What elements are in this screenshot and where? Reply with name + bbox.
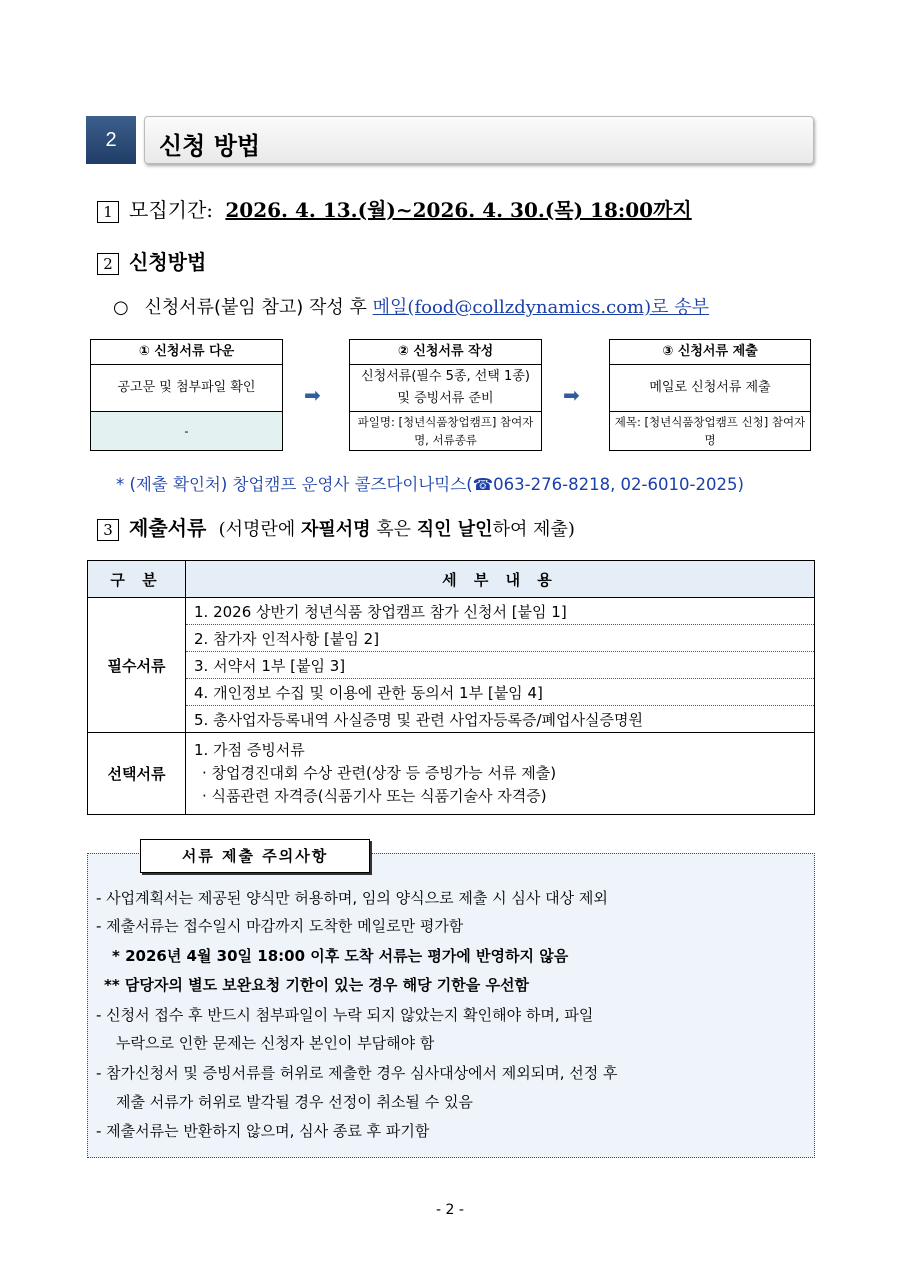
- documents-note: (서명란에 자필서명 혹은 직인 날인하여 제출): [218, 519, 575, 540]
- table-row: 1. 2026 상반기 청년식품 창업캠프 참가 신청서 [붙임 1]: [186, 598, 815, 625]
- table-row: 3. 서약서 1부 [붙임 3]: [186, 652, 815, 679]
- documents-table: [87, 560, 815, 815]
- optional-label: 선택서류: [88, 733, 186, 815]
- section-title: 신청 방법: [159, 132, 261, 160]
- flow-step-main: 공고문 및 첨부파일 확인: [91, 365, 282, 412]
- apply-line-text: 신청서류(붙임 참고) 작성 후: [144, 297, 373, 318]
- section-number: 2: [86, 116, 136, 164]
- flow-step-1: [90, 339, 283, 451]
- notice-line: - 신청서 접수 후 반드시 첨부파일이 누락 되지 않았는지 확인해야 하며, 파일: [96, 1006, 594, 1024]
- apply-line: [113, 293, 709, 319]
- table-header: 세 부 내 용: [186, 561, 815, 598]
- table-header: 구 분: [88, 561, 186, 598]
- notice-title: 서류 제출 주의사항: [140, 839, 370, 873]
- flow-step-title: ② 신청서류 작성: [350, 340, 541, 365]
- page-number: - 2 -: [436, 1202, 464, 1218]
- table-row: 5. 총사업자등록내역 사실증명 및 관련 사업자등록증/폐업사실증명원: [186, 706, 815, 733]
- arrow-right-icon: ➡: [304, 383, 321, 407]
- bullet-circle: ○: [113, 297, 129, 318]
- documents-label: 제출서류: [129, 516, 207, 540]
- optional-item: · 식품관련 자격증(식품기사 또는 식품기술사 자격증): [202, 787, 547, 805]
- item-number-box: 1: [97, 201, 119, 223]
- notice-line: ** 담당자의 별도 보완요청 기한이 있는 경우 해당 기한을 우선함: [104, 976, 529, 994]
- flow-step-foot: 제목: [청년식품창업캠프 신청] 참여자명: [610, 412, 810, 450]
- recruit-period-label: 모집기간:: [129, 198, 214, 222]
- flow-step-foot: 파일명: [청년식품창업캠프] 참여자명, 서류종류: [350, 412, 541, 450]
- contact-line: * (제출 확인처) 창업캠프 운영사 콜즈다이나믹스(☎063-276-8218, 02-6010-2025): [116, 475, 744, 494]
- item-number-box: 2: [97, 253, 119, 275]
- flow-step-2: [349, 339, 542, 451]
- optional-item: 1. 가점 증빙서류: [194, 741, 305, 759]
- email-link[interactable]: 메일(food@collzdynamics.com)로 송부: [372, 297, 710, 318]
- table-row: 2. 참가자 인적사항 [붙임 2]: [186, 625, 815, 652]
- arrow-right-icon: ➡: [563, 383, 580, 407]
- table-row: 4. 개인정보 수집 및 이용에 관한 동의서 1부 [붙임 4]: [186, 679, 815, 706]
- notice-line: 제출 서류가 허위로 발각될 경우 선정이 취소될 수 있음: [116, 1093, 473, 1111]
- flow-step-foot: -: [91, 412, 282, 450]
- notice-line: - 제출서류는 반환하지 않으며, 심사 종료 후 파기함: [96, 1122, 430, 1140]
- flow-step-main: 신청서류(필수 5종, 선택 1종) 및 증빙서류 준비: [350, 365, 541, 412]
- notice-line: - 사업계획서는 제공된 양식만 허용하며, 임의 양식으로 제출 시 심사 대상 제외: [96, 889, 608, 907]
- flow-step-main: 메일로 신청서류 제출: [610, 365, 810, 412]
- apply-method-row: [97, 246, 206, 275]
- flow-step-title: ① 신청서류 다운: [91, 340, 282, 365]
- notice-line: 누락으로 인한 문제는 신청자 본인이 부담해야 함: [116, 1034, 435, 1052]
- table-row: [186, 733, 815, 815]
- item-number-box: 3: [97, 519, 119, 541]
- documents-row: [97, 512, 575, 541]
- apply-method-label: 신청방법: [129, 250, 207, 274]
- flow-step-title: ③ 신청서류 제출: [610, 340, 810, 365]
- flow-step-3: [609, 339, 811, 451]
- optional-item: · 창업경진대회 수상 관련(상장 등 증빙가능 서류 제출): [202, 764, 557, 782]
- required-label: 필수서류: [88, 598, 186, 733]
- section-title-box: [144, 116, 814, 164]
- notice-line: - 참가신청서 및 증빙서류를 허위로 제출한 경우 심사대상에서 제외되며, 선정 후: [96, 1064, 618, 1082]
- notice-line: * 2026년 4월 30일 18:00 이후 도착 서류는 평가에 반영하지 않음: [112, 947, 569, 965]
- notice-line: - 제출서류는 접수일시 마감까지 도착한 메일로만 평가함: [96, 917, 464, 935]
- recruit-period-value: 2026. 4. 13.(월)~2026. 4. 30.(목) 18:00까지: [225, 198, 692, 222]
- recruit-period-row: [97, 194, 692, 223]
